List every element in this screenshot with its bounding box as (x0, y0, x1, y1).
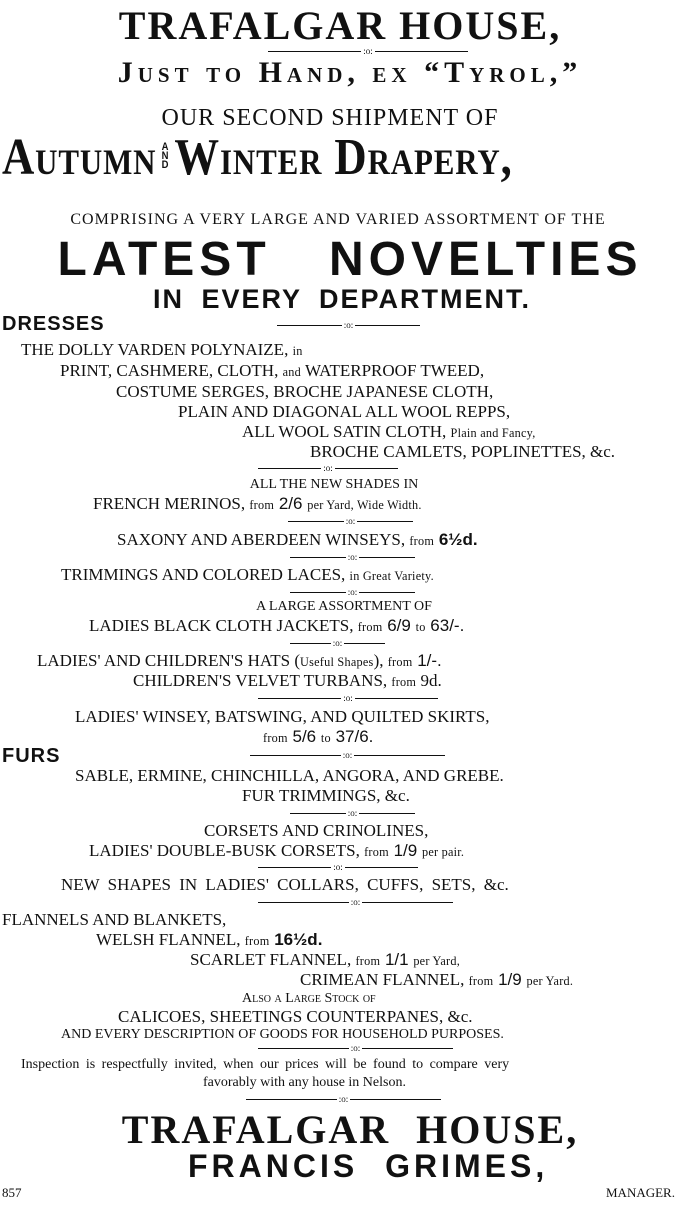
skirts-line-2: from 5/6 to 37/6. (263, 727, 374, 746)
jackets-intro: A LARGE ASSORTMENT OF (256, 599, 432, 614)
collars-line: NEW SHAPES IN LADIES' COLLARS, CUFFS, SETS, &c. (61, 875, 509, 894)
corsets-line-1: CORSETS AND CRINOLINES, (204, 821, 429, 840)
hats-line: LADIES' AND CHILDREN'S HATS (Useful Shapes), from 1/-. (37, 651, 442, 670)
proprietor-name: FRANCIS GRIMES, (188, 1148, 549, 1184)
merinos-intro: ALL THE NEW SHADES IN (249, 477, 419, 492)
merinos-line: FRENCH MERINOS, from 2/6 per Yard, Wide Width. (93, 494, 422, 513)
divider: :o: (246, 1094, 441, 1104)
divider: :o: (258, 862, 418, 872)
scarlet-flannel-line: SCARLET FLANNEL, from 1/1 per Yard, (190, 950, 461, 969)
dresses-line-1: THE DOLLY VARDEN POLYNAIZE, in (21, 340, 303, 359)
divider: :o: (290, 808, 415, 818)
crimean-flannel-line: CRIMEAN FLANNEL, from 1/9 per Yard. (300, 970, 574, 989)
furs-line-1: SABLE, ERMINE, CHINCHILLA, ANGORA, AND GREBE. (75, 766, 504, 785)
flannels-heading: FLANNELS AND BLANKETS, (2, 910, 227, 929)
divider: :o: (268, 46, 468, 56)
dresses-line-4: PLAIN AND DIAGONAL ALL WOOL REPPS, (178, 402, 511, 421)
divider: :o: (250, 750, 445, 760)
dresses-line-6: BROCHE CAMLETS, POPLINETTES, &c. (310, 442, 616, 461)
divider: :o: (258, 897, 453, 907)
dresses-line-5: ALL WOOL SATIN CLOTH, Plain and Fancy, (242, 422, 536, 441)
divider: :o: (277, 320, 420, 330)
divider: :o: (258, 693, 438, 703)
dresses-line-2: PRINT, CASHMERE, CLOTH, and WATERPROOF TWEED, (60, 361, 485, 380)
also-large-stock-line: Also a Large Stock of (242, 991, 376, 1006)
trimmings-line: TRIMMINGS AND COLORED LACES, in Great Variety. (61, 565, 434, 584)
footer-trafalgar-house: TRAFALGAR HOUSE, (121, 1107, 579, 1152)
and-stacked: A N D (161, 141, 170, 171)
just-to-hand-line: Just to Hand, ex “Tyrol,” (117, 56, 583, 89)
latest-novelties-line: LATEST NOVELTIES (57, 233, 643, 286)
inspection-line-1: Inspection is respectfully invited, when our prices will be found to compare very (21, 1057, 510, 1072)
winseys-line: SAXONY AND ABERDEEN WINSEYS, from 6½d. (117, 530, 478, 549)
divider: :o: (290, 587, 415, 597)
calicoes-line: CALICOES, SHEETINGS COUNTERPANES, &c. (118, 1007, 473, 1026)
comprising-line: COMPRISING A VERY LARGE AND VARIED ASSORTMENT OF THE (70, 211, 606, 228)
title-trafalgar-house: TRAFALGAR HOUSE, (118, 3, 562, 48)
furs-line-2: FUR TRIMMINGS, &c. (242, 786, 410, 805)
advert-number: 857 (2, 1185, 22, 1200)
dresses-line-3: COSTUME SERGES, BROCHE JAPANESE CLOTH, (116, 382, 494, 401)
inspection-line-2: favorably with any house in Nelson. (203, 1075, 406, 1090)
second-shipment-line: OUR SECOND SHIPMENT OF (161, 105, 499, 131)
divider: :o: (290, 552, 415, 562)
jackets-line: LADIES BLACK CLOTH JACKETS, from 6/9 to 63/-. (89, 616, 465, 635)
dresses-heading: DRESSES (2, 313, 105, 335)
skirts-line-1: LADIES' WINSEY, BATSWING, AND QUILTED SKIRTS, (75, 707, 490, 726)
corsets-line-2: LADIES' DOUBLE-BUSK CORSETS, from 1/9 per pair. (89, 841, 465, 860)
turbans-line: CHILDREN'S VELVET TURBANS, from 9d. (133, 671, 442, 690)
welsh-flannel-line: WELSH FLANNEL, from 16½d. (96, 930, 323, 949)
every-department-line: IN EVERY DEPARTMENT. (152, 284, 532, 314)
autumn-word: Autumn (2, 129, 157, 186)
divider: :o: (290, 638, 385, 648)
furs-heading: FURS (2, 745, 61, 767)
divider: :o: (258, 1043, 453, 1053)
autumn-winter-drapery-line (2, 129, 602, 186)
winter-drapery-words: Winter Drapery, (174, 129, 513, 186)
divider: :o: (258, 463, 398, 473)
manager-label: MANAGER. (606, 1185, 675, 1200)
divider: :o: (288, 516, 413, 526)
every-description-line: AND EVERY DESCRIPTION OF GOODS FOR HOUSEHOLD PURPOSES. (61, 1027, 504, 1042)
